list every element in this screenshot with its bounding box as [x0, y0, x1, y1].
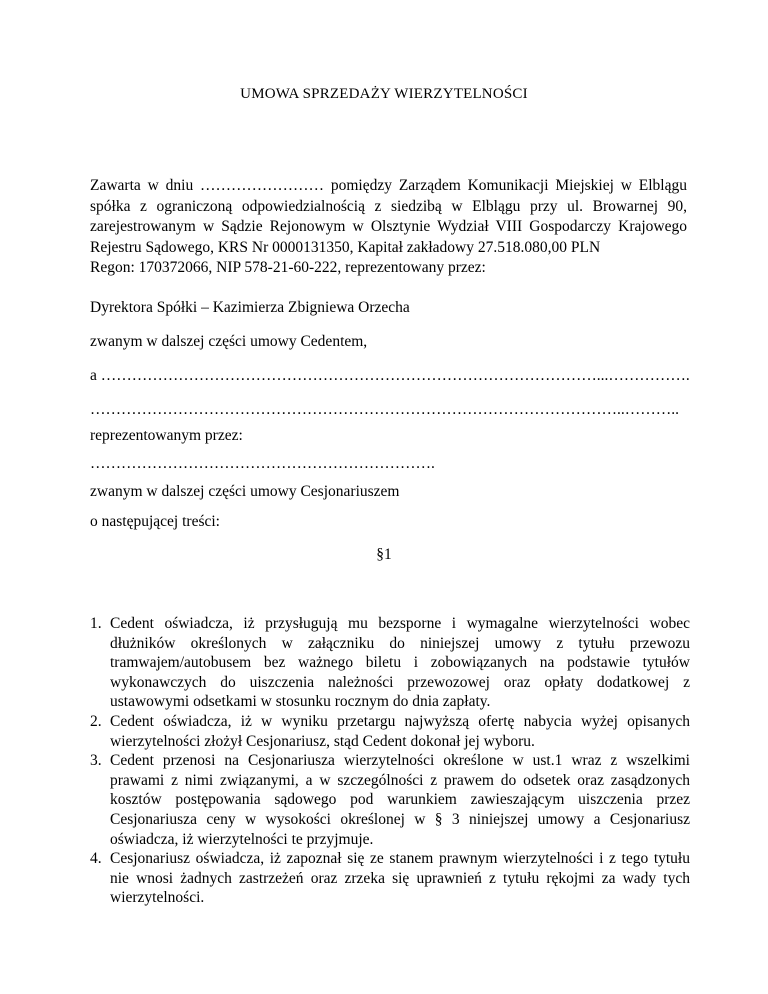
clause-text: Cedent przenosi na Cesjonariusza wierzytelności określone w ust.1 wraz z wszelkimi prawami z nimi związanymi, a w szczególności z prawem do odsetek oraz zasądzonych kosztów postępowania sądowego pod warunkiem zawieszającym uiszczenia przez Cesjonariusza ceny w wysokości określonej w § 3 niniejszej umowy a Cesjonariusz oświadcza, iż wierzytelności te przyjmuje.: [110, 752, 690, 848]
clause-item: [90, 614, 690, 712]
representative-dots-line: ………………………………………………………….: [90, 455, 435, 472]
clause-text: Cedent oświadcza, iż przysługują mu bezsporne i wymagalne wierzytelności wobec dłużników określonych w załączniku do niniejszej umowy z tytułu przewozu tramwajem/autobusem bez ważnego biletu i zobowiązanych na podstawie tytułów wykonawczych do uiszczenia należności przewozowej oraz opłaty dodatkowej z ustawowymi odsetkami w stosunku rocznym do dnia zapłaty.: [110, 615, 690, 711]
intro-line: spółka z ograniczoną odpowiedzialnością z siedzibą w Elblągu przy ul. Browarnej 90,: [90, 197, 687, 215]
intro-line: zarejestrowanym w Sądzie Rejonowym w Olsztynie Wydział VIII Gospodarczy Krajowego: [90, 218, 687, 235]
clause-item: [90, 751, 690, 849]
clause-number: 3.: [90, 752, 102, 770]
cesjonariusz-named-line: zwanym w dalszej części umowy Cesjonariuszem: [90, 483, 400, 500]
intro-line: Rejestru Sądowego, KRS Nr 0000131350, Kapitał zakładowy 27.518.080,00 PLN: [90, 238, 601, 256]
clause-list: [90, 614, 690, 908]
intro-line: Regon: 170372066, NIP 578-21-60-222, reprezentowany przez:: [90, 259, 486, 276]
clause-number: 4.: [90, 850, 102, 868]
document-title: UMOWA SPRZEDAŻY WIERZYTELNOŚCI: [240, 86, 528, 102]
clause-item: [90, 712, 690, 751]
clause-text: Cesjonariusz oświadcza, iż zapoznał się ze stanem prawnym wierzytelności i z tego tytułu nie wnosi żadnych zastrzeżeń oraz zrzeka się uprawnień z tytułu rękojmi za wady tych wierzytelności.: [110, 850, 690, 907]
contract-intro: [90, 176, 687, 279]
clause-text: Cedent oświadcza, iż w wyniku przetargu najwyższą ofertę nabycia wyżej opisanych wierzytelności złożył Cesjonariusz, stąd Cedent dokonał jej wyboru.: [110, 712, 690, 750]
party-a-line: a ……………………………………………………………………………………...…………….: [90, 367, 690, 384]
cedent-named-line: zwanym w dalszej części umowy Cedentem,: [90, 333, 368, 350]
director-line: Dyrektora Spółki – Kazimierza Zbigniewa Orzecha: [90, 299, 410, 316]
clause-item: [90, 849, 690, 908]
clause-number: 2.: [90, 712, 102, 730]
represented-by-line: reprezentowanym przez:: [90, 427, 243, 444]
section-heading: §1: [376, 546, 392, 563]
content-intro-line: o następującej treści:: [90, 513, 220, 530]
party-dots-line: …………………………………………………………………………………………..………..: [90, 401, 679, 418]
clause-number: 1.: [90, 615, 102, 632]
intro-line: Zawarta w dniu …………………… pomiędzy Zarządem Komunikacji Miejskiej w Elblągu: [90, 177, 687, 194]
